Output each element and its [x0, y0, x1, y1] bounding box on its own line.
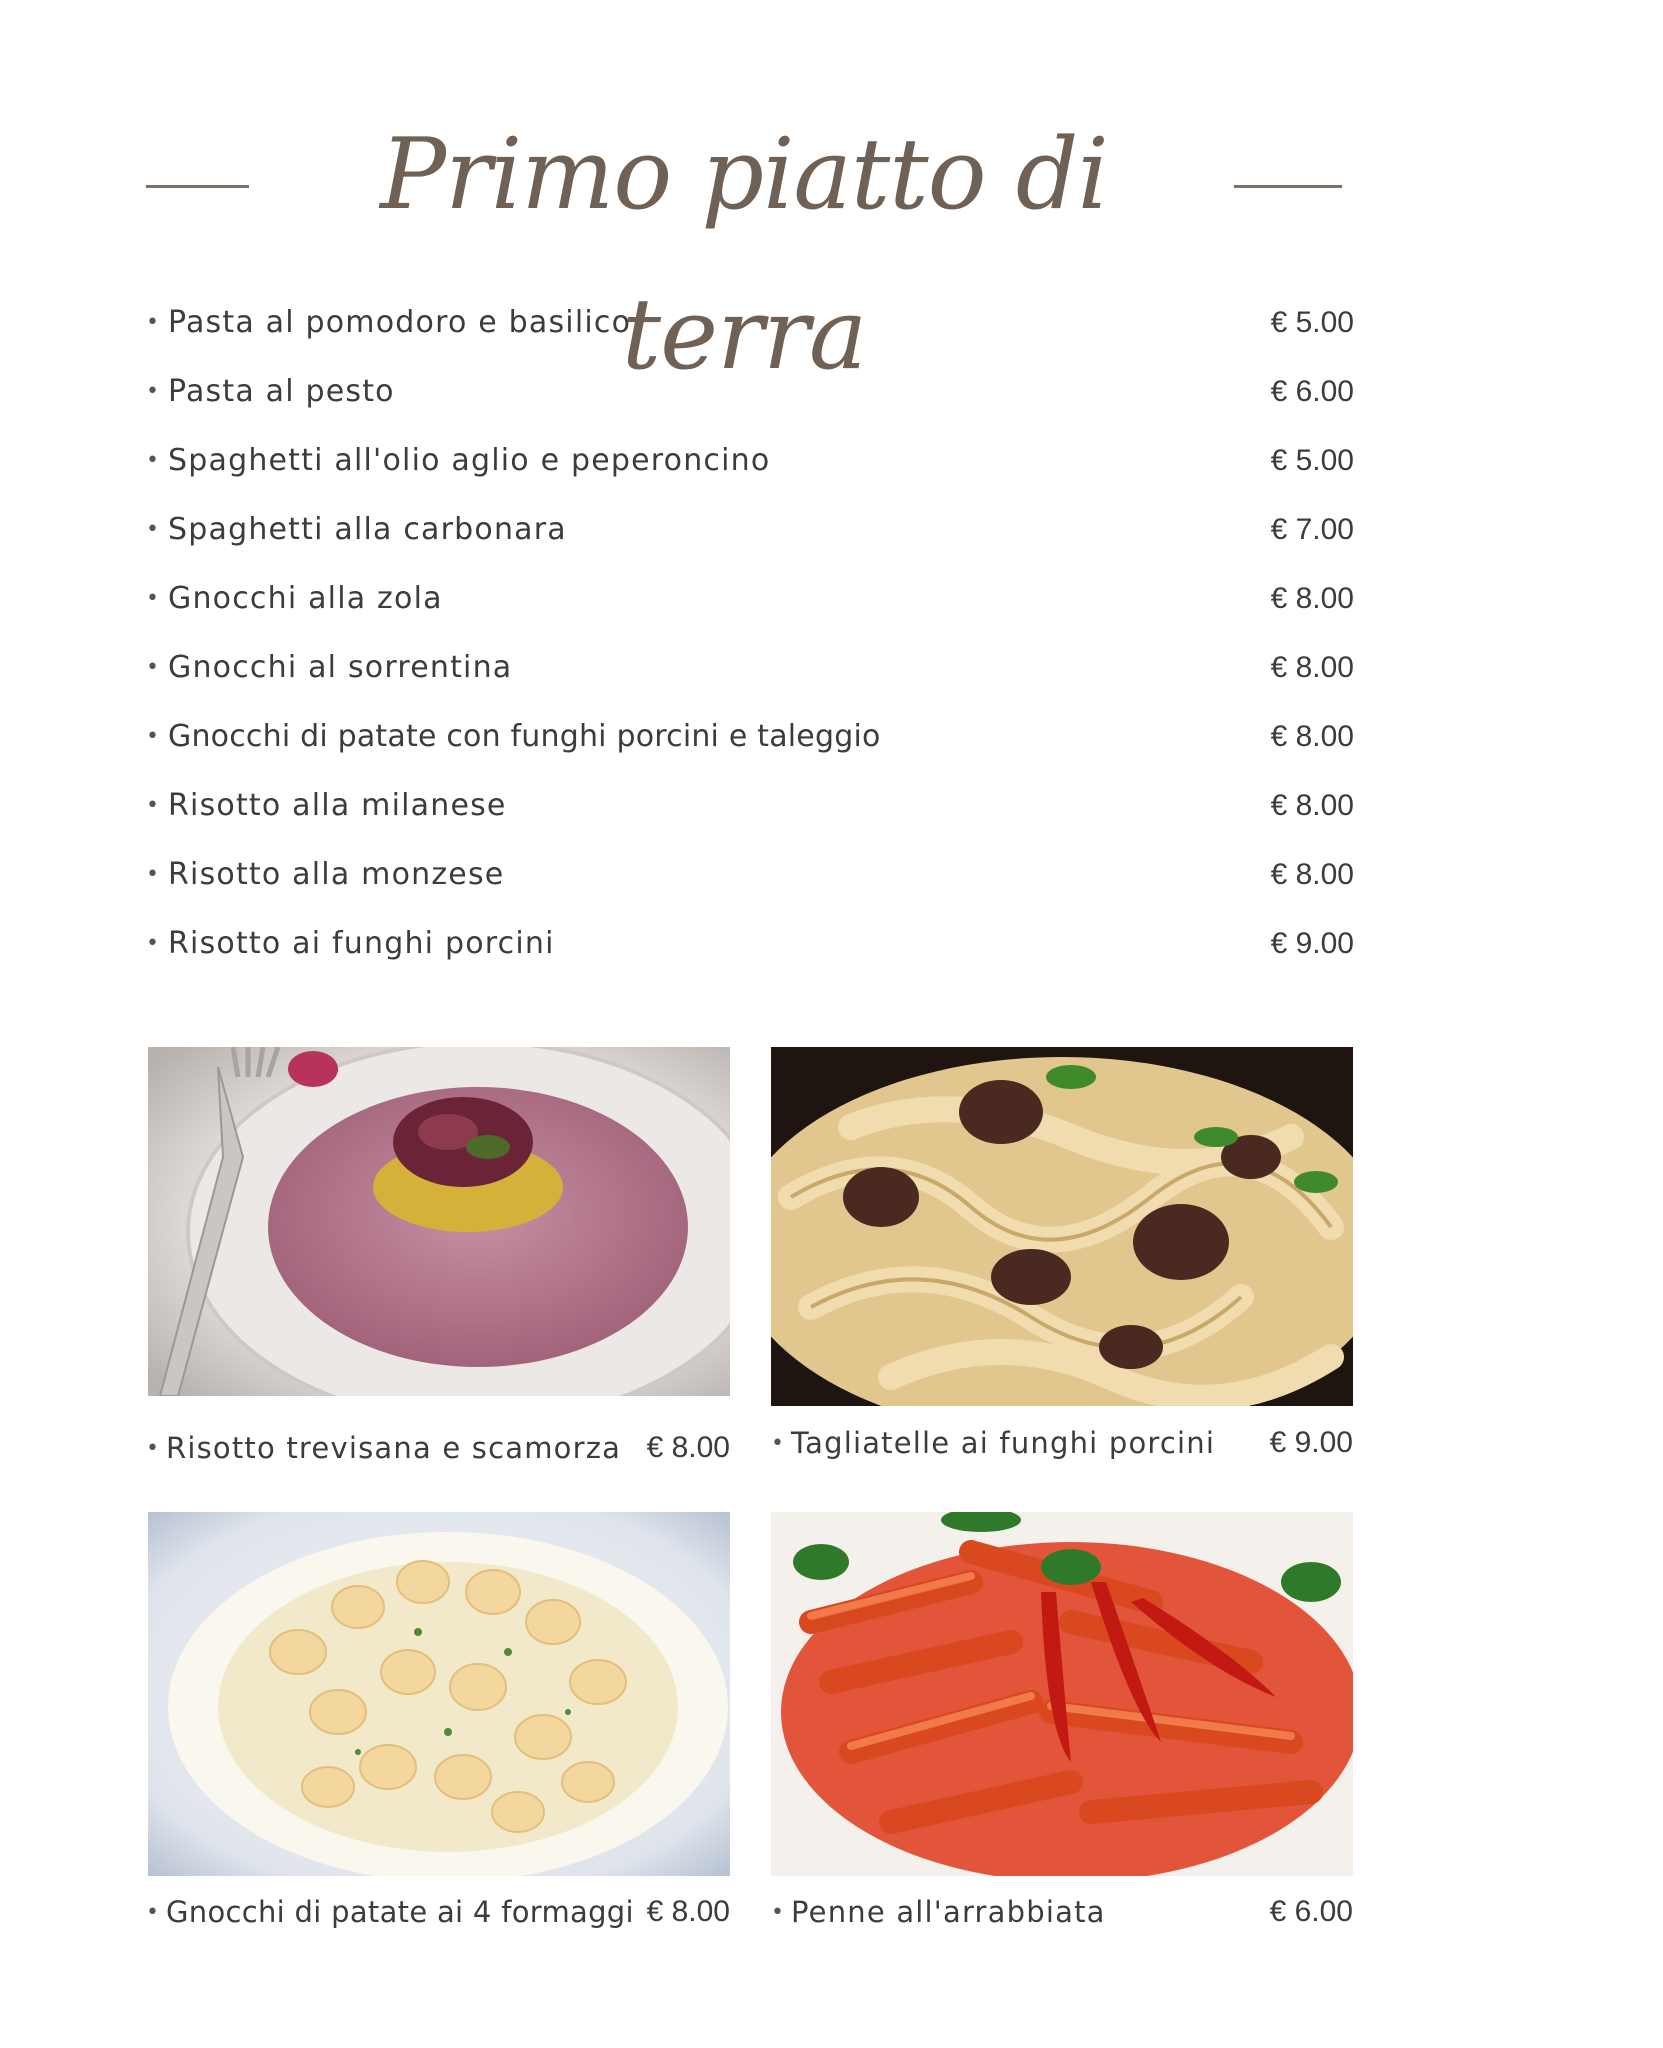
menu-item-name: Risotto alla milanese [168, 788, 507, 823]
bullet: • [146, 793, 159, 818]
bullet: • [146, 931, 159, 956]
bullet: • [146, 1435, 159, 1461]
menu-item [146, 564, 1354, 633]
menu-item [146, 357, 1354, 426]
featured-item-price: € 8.00 [646, 1895, 730, 1928]
menu-item-name: Risotto alla monzese [168, 857, 505, 892]
featured-item-price: € 9.00 [1269, 1426, 1353, 1459]
menu-item [146, 495, 1354, 564]
title-rule-right [1234, 185, 1342, 188]
featured-item-name: Tagliatelle ai funghi porcini [791, 1426, 1216, 1460]
bullet: • [146, 379, 159, 404]
bullet: • [146, 310, 159, 335]
featured-item [146, 1890, 730, 1934]
menu-item-name: Gnocchi al sorrentina [168, 650, 513, 685]
menu-item-name: Gnocchi alla zola [168, 581, 443, 616]
menu-item-name: Pasta al pesto [168, 374, 395, 409]
bullet: • [771, 1430, 784, 1456]
featured-item-name: Penne all'arrabbiata [791, 1895, 1106, 1929]
menu-item-price: € 7.00 [1270, 512, 1354, 546]
risotto-photo [148, 1047, 730, 1396]
featured-item [146, 1426, 730, 1470]
title-rule-left [146, 185, 249, 188]
bullet: • [146, 517, 159, 542]
menu-item-price: € 8.00 [1270, 788, 1354, 822]
menu-item-price: € 8.00 [1270, 650, 1354, 684]
bullet: • [771, 1899, 784, 1925]
featured-item-price: € 6.00 [1269, 1895, 1353, 1928]
menu-item-name: Gnocchi di patate con funghi porcini e taleggio [168, 719, 881, 754]
featured-item-name: Risotto trevisana e scamorza [166, 1431, 622, 1465]
bullet: • [146, 586, 159, 611]
featured-item [771, 1890, 1353, 1934]
menu-item [146, 633, 1354, 702]
menu-item-price: € 9.00 [1270, 926, 1354, 960]
featured-item-name: Gnocchi di patate ai 4 formaggi [166, 1895, 634, 1929]
menu-item [146, 288, 1354, 357]
menu-item [146, 426, 1354, 495]
menu-item-name: Spaghetti all'olio aglio e peperoncino [168, 443, 771, 478]
bullet: • [146, 1899, 159, 1925]
menu-item-price: € 5.00 [1270, 443, 1354, 477]
menu-item-price: € 8.00 [1270, 719, 1354, 753]
menu-item [146, 840, 1354, 909]
menu-item-price: € 8.00 [1270, 581, 1354, 615]
tagliatelle-photo [771, 1047, 1353, 1406]
bullet: • [146, 655, 159, 680]
menu-item-name: Risotto ai funghi porcini [168, 926, 555, 961]
menu-item [146, 771, 1354, 840]
menu-item-price: € 5.00 [1270, 305, 1354, 339]
menu-item [146, 702, 1354, 771]
menu-item [146, 909, 1354, 978]
penne-photo [771, 1512, 1353, 1876]
menu-item-price: € 8.00 [1270, 857, 1354, 891]
menu-item-price: € 6.00 [1270, 374, 1354, 408]
featured-item-price: € 8.00 [646, 1431, 730, 1464]
menu-list [146, 288, 1354, 978]
bullet: • [146, 448, 159, 473]
menu-item-name: Pasta al pomodoro e basilico [168, 305, 632, 340]
menu-item-name: Spaghetti alla carbonara [168, 512, 567, 547]
gnocchi-photo [148, 1512, 730, 1876]
featured-item [771, 1421, 1353, 1465]
bullet: • [146, 724, 159, 749]
bullet: • [146, 862, 159, 887]
page-title: Primo piatto di terra [380, 118, 1108, 392]
